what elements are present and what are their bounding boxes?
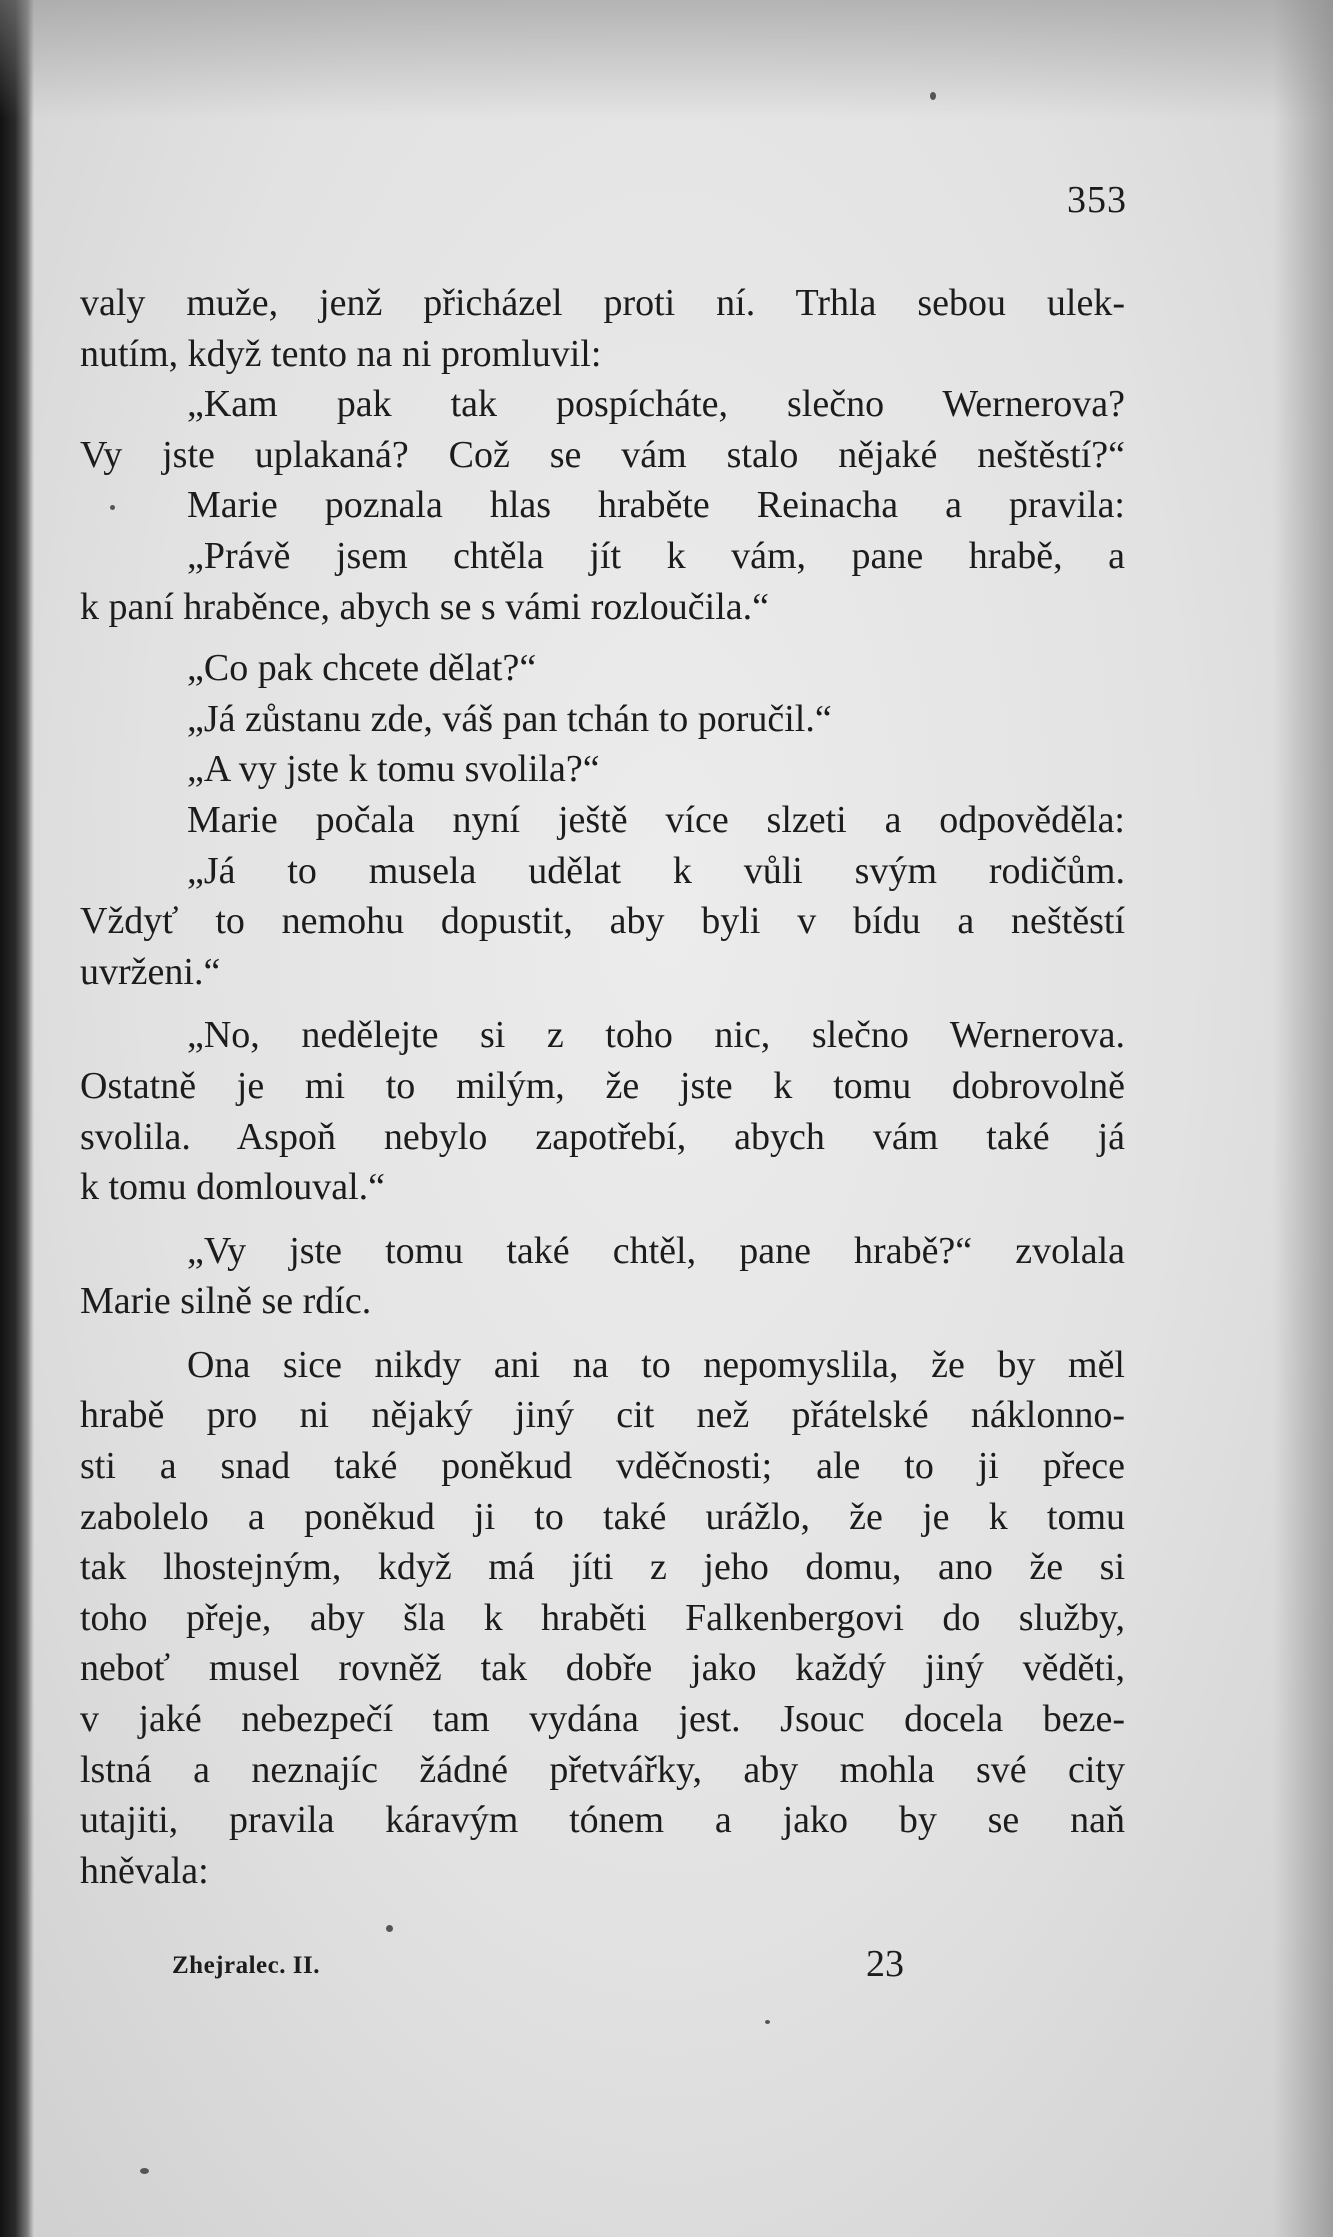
- paper-speck: [765, 2020, 770, 2024]
- text-line: valy muže, jenž přicházel proti ní. Trhla sebou ulek-: [80, 282, 1125, 324]
- sheet-number: 23: [866, 1943, 904, 1985]
- text-line: hrabě pro ni nějaký jiný cit než přátelské náklonno-: [80, 1394, 1125, 1437]
- text-line: Vždyť to nemohu dopustit, aby byli v bídu a neštěstí: [80, 900, 1125, 943]
- text-line: svolila. Aspoň nebylo zapotřebí, abych vám také já: [80, 1115, 1125, 1158]
- binding-shadow: [0, 0, 34, 2237]
- printer-signature: Zhejralec. II.: [172, 1952, 320, 1979]
- paper-speck: [386, 1925, 393, 1932]
- text-line: v jaké nebezpečí tam vydána jest. Jsouc docela beze-: [80, 1698, 1125, 1741]
- text-line: Marie silně se rdíc.: [80, 1280, 372, 1323]
- text-line: tak lhostejným, když má jíti z jeho domu, ano že si: [80, 1546, 1125, 1589]
- text-line: zabolelo a poněkud ji to také urážlo, že je k tomu: [80, 1495, 1125, 1538]
- text-line: hněvala:: [80, 1849, 209, 1892]
- text-line: „Já to musela udělat k vůli svým rodičům.: [187, 849, 1125, 892]
- text-line: Vy jste uplakaná? Což se vám stalo nějaké neštěstí?“: [80, 433, 1125, 476]
- paper-speck: [110, 505, 115, 510]
- text-line: „Já zůstanu zde, váš pan tchán to poručil.“: [187, 697, 832, 740]
- page-number: 353: [1067, 179, 1127, 221]
- edge-shadow: [1273, 0, 1333, 2237]
- paper-speck: [140, 2168, 149, 2174]
- body-text: [80, 278, 1125, 1896]
- text-line: k tomu domlouval.“: [80, 1166, 386, 1209]
- text-line: neboť musel rovněž tak dobře jako každý jiný věděti,: [80, 1647, 1125, 1690]
- text-line: lstná a neznajíc žádné přetvářky, aby mohla své city: [80, 1748, 1125, 1791]
- text-line: sti a snad také poněkud vděčnosti; ale to ji přece: [80, 1445, 1125, 1488]
- text-line: k paní hraběnce, abych se s vámi rozloučila.“: [80, 585, 769, 628]
- text-line: „Vy jste tomu také chtěl, pane hrabě?“ zvolala: [187, 1229, 1125, 1272]
- text-line: Marie poznala hlas hraběte Reinacha a pravila:: [187, 484, 1125, 527]
- text-line: „A vy jste k tomu svolila?“: [187, 748, 600, 791]
- text-line: Ona sice nikdy ani na to nepomyslila, že by měl: [187, 1343, 1125, 1386]
- text-line: nutím, když tento na ni promluvil:: [80, 332, 602, 375]
- text-line: uvrženi.“: [80, 950, 221, 993]
- paper-speck: [930, 92, 936, 100]
- text-line: Marie počala nyní ještě více slzeti a odpověděla:: [187, 798, 1125, 841]
- text-line: „Právě jsem chtěla jít k vám, pane hrabě, a: [187, 534, 1125, 577]
- text-line: toho přeje, aby šla k hraběti Falkenbergovi do služby,: [80, 1596, 1125, 1639]
- text-line: „Kam pak tak pospícháte, slečno Wernerova?: [187, 383, 1125, 426]
- text-line: „Co pak chcete dělat?“: [187, 647, 537, 690]
- text-line: „No, nedělejte si z toho nic, slečno Wernerova.: [187, 1014, 1125, 1057]
- text-line: utajiti, pravila káravým tónem a jako by se naň: [80, 1799, 1125, 1842]
- top-shadow: [0, 0, 1333, 120]
- text-line: Ostatně je mi to milým, že jste k tomu dobrovolně: [80, 1064, 1125, 1107]
